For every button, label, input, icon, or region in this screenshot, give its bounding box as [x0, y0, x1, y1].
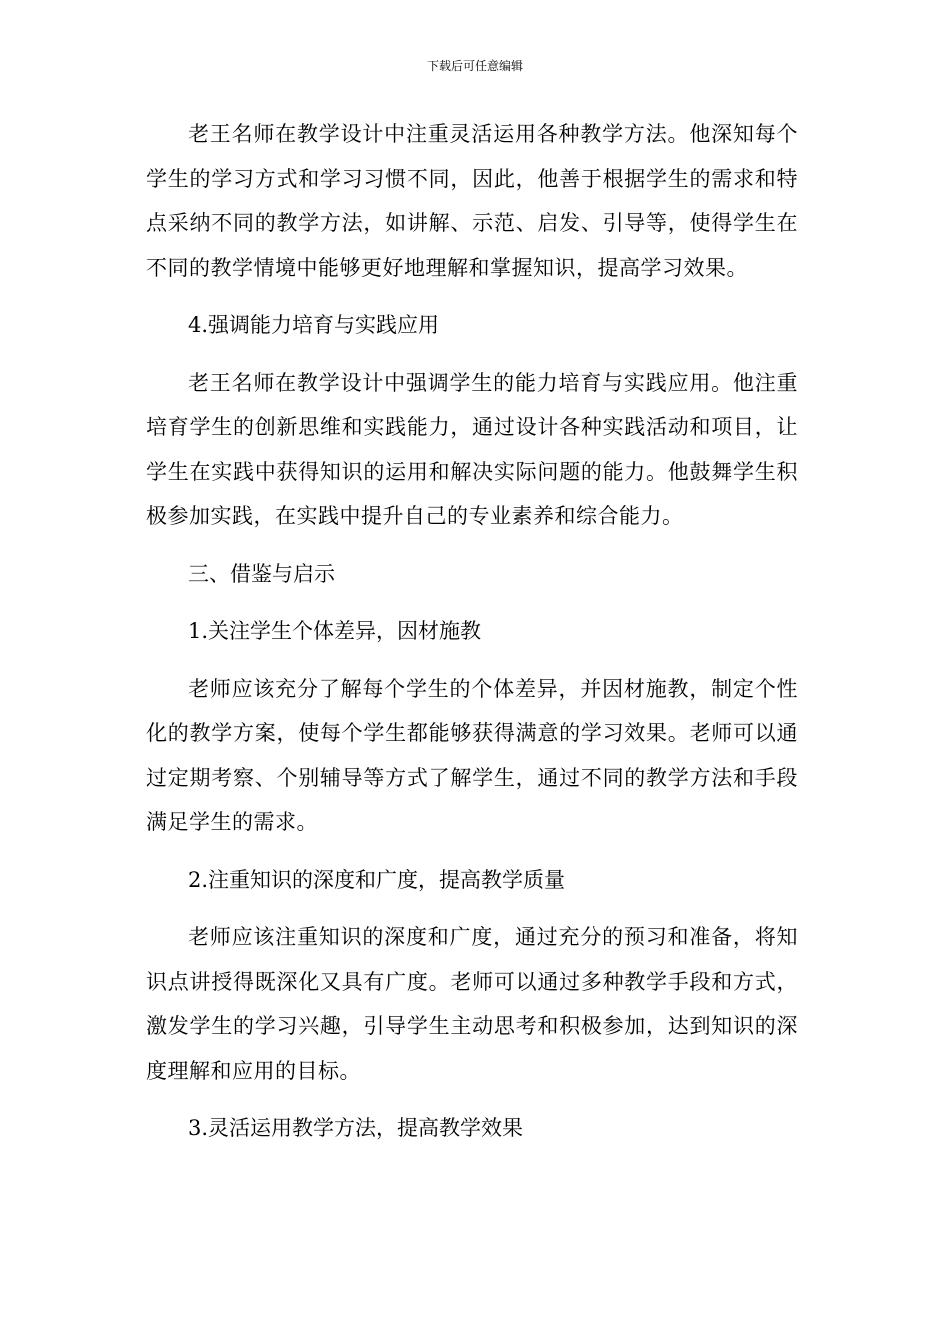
paragraph-ability-practice: 老王名师在教学设计中强调学生的能力培育与实践应用。他注重培育学生的创新思维和实践能力，通过设计各种实践活动和项目，让学生在实践中获得知识的运用和解决实际问题的能力。他鼓舞学生积极参加实践，在实践中提升自己的专业素养和综合能力。: [146, 370, 798, 528]
paragraph-knowledge-depth: 老师应该注重知识的深度和广度，通过充分的预习和准备，将知识点讲授得既深化又具有广度。老师可以通过多种教学手段和方式，激发学生的学习兴趣，引导学生主动思考和积极参加，达到知识的深度理解和应用的目标。: [146, 925, 798, 1083]
subsection-heading-1: 1.关注学生个体差异，因材施教: [188, 619, 482, 643]
document-body: [146, 112, 798, 1164]
subsection-heading-2: 2.注重知识的深度和广度，提高教学质量: [188, 867, 566, 892]
subsection-heading-3: 3.灵活运用教学方法，提高教学效果: [188, 1116, 524, 1140]
page-header: 下载后可任意编辑: [426, 59, 523, 73]
paragraph-teaching-methods: 老王名师在教学设计中注重灵活运用各种教学方法。他深知每个学生的学习方式和学习习惯不同，因此，他善于根据学生的需求和特点采纳不同的教学方法，如讲解、示范、启发、引导等，使得学生在不同的教学情境中能够更好地理解和掌握知识，提高学习效果。: [146, 122, 798, 280]
paragraph-individual-differences: 老师应该充分了解每个学生的个体差异，并因材施教，制定个性化的教学方案，使每个学生都能够获得满意的学习效果。老师可以通过定期考察、个别辅导等方式了解学生，通过不同的教学方法和手段满足学生的需求。: [146, 676, 798, 834]
section-heading-3-reference: 三、借鉴与启示: [188, 561, 335, 586]
section-heading-4: 4.强调能力培育与实践应用: [188, 313, 440, 337]
